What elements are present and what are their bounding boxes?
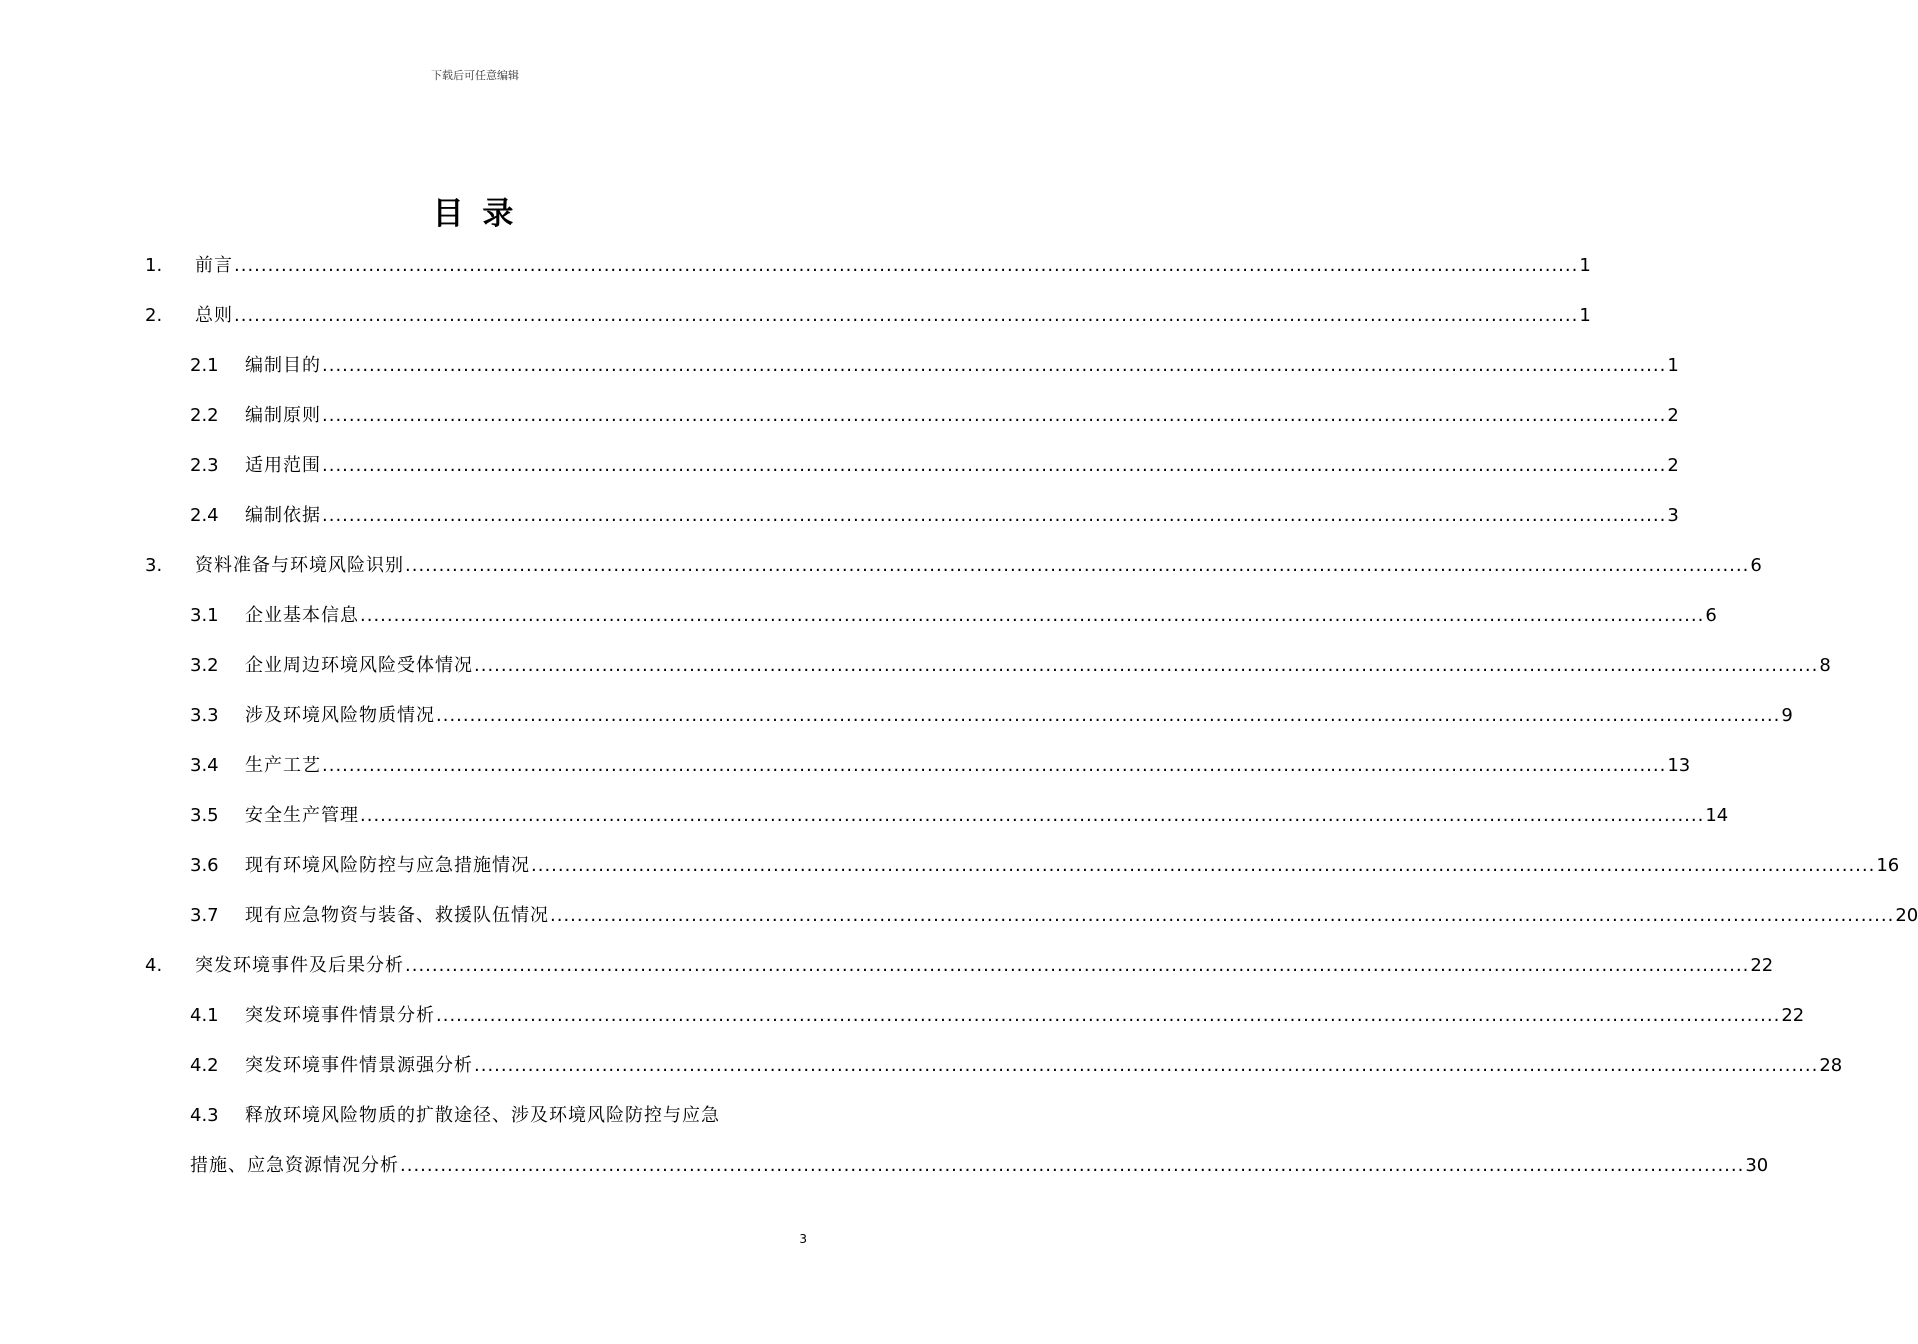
toc-entry[interactable] xyxy=(0,841,1900,891)
toc-entry[interactable] xyxy=(0,441,1679,491)
toc-entry-number: 2. xyxy=(145,305,163,326)
dot-leader: ........................................................................................................................................................................................................ xyxy=(322,755,1667,776)
toc-entry[interactable] xyxy=(0,941,1774,991)
toc-entry-page: 1 xyxy=(1667,355,1679,376)
toc-entry[interactable] xyxy=(0,291,1591,341)
dot-leader: ........................................................................................................................................................................................................ xyxy=(405,555,1750,576)
toc-entry-label: 安全生产管理 xyxy=(245,805,359,826)
toc-entry-page: 22 xyxy=(1781,1005,1805,1026)
toc-entry-label: 编制依据 xyxy=(245,505,321,526)
toc-title: 目 录 xyxy=(432,196,518,232)
dot-leader: ........................................................................................................................................................................................................ xyxy=(322,455,1667,476)
toc-entry-number: 3.7 xyxy=(190,905,219,926)
toc-entry[interactable] xyxy=(0,1041,1843,1091)
toc-entry-page: 2 xyxy=(1667,455,1679,476)
dot-leader: ........................................................................................................................................................................................................ xyxy=(360,805,1705,826)
toc-entry-page: 16 xyxy=(1876,855,1900,876)
toc-entry-number: 3.5 xyxy=(190,805,219,826)
toc-entry-number: 1. xyxy=(145,255,163,276)
toc-entry-number: 4.2 xyxy=(190,1055,219,1076)
toc-entry-label: 编制目的 xyxy=(245,355,321,376)
dot-leader: ........................................................................................................................................................................................................ xyxy=(531,855,1876,876)
toc-entry-page: 3 xyxy=(1667,505,1679,526)
toc-entry[interactable] xyxy=(0,491,1679,541)
dot-leader: ........................................................................................................................................................................................................ xyxy=(436,705,1781,726)
toc-entry-page: 22 xyxy=(1750,955,1774,976)
toc-entry-number: 4. xyxy=(145,955,163,976)
toc-entry[interactable] xyxy=(0,691,1793,741)
table-of-contents xyxy=(0,241,1918,1191)
dot-leader: ........................................................................................................................................................................................................ xyxy=(400,1155,1745,1176)
dot-leader: ........................................................................................................................................................................................................ xyxy=(234,255,1579,276)
toc-entry-label: 企业周边环境风险受体情况 xyxy=(245,655,473,676)
toc-entry-number: 4.3 xyxy=(190,1105,219,1126)
toc-entry-label: 资料准备与环境风险识别 xyxy=(195,555,404,576)
toc-entry-number: 2.4 xyxy=(190,505,219,526)
toc-entry-page: 30 xyxy=(1745,1155,1769,1176)
toc-entry-label: 现有应急物资与装备、救援队伍情况 xyxy=(245,905,549,926)
toc-entry-label: 生产工艺 xyxy=(245,755,321,776)
toc-entry-page: 6 xyxy=(1705,605,1717,626)
toc-entry-page: 1 xyxy=(1579,305,1591,326)
page-number: 3 xyxy=(799,1232,807,1246)
toc-entry[interactable] xyxy=(0,1091,1769,1191)
toc-entry-label: 编制原则 xyxy=(245,405,321,426)
dot-leader: ........................................................................................................................................................................................................ xyxy=(322,405,1667,426)
dot-leader: ........................................................................................................................................................................................................ xyxy=(550,905,1895,926)
toc-entry-page: 13 xyxy=(1667,755,1691,776)
toc-entry-number: 4.1 xyxy=(190,1005,219,1026)
toc-entry-label: 前言 xyxy=(195,255,233,276)
toc-entry-label: 适用范围 xyxy=(245,455,321,476)
dot-leader: ........................................................................................................................................................................................................ xyxy=(436,1005,1781,1026)
dot-leader: ........................................................................................................................................................................................................ xyxy=(234,305,1579,326)
toc-entry[interactable] xyxy=(0,391,1679,441)
dot-leader: ........................................................................................................................................................................................................ xyxy=(405,955,1750,976)
toc-entry-number: 3. xyxy=(145,555,163,576)
dot-leader: ........................................................................................................................................................................................................ xyxy=(322,355,1667,376)
toc-entry-label: 突发环境事件及后果分析 xyxy=(195,955,404,976)
toc-entry-number: 3.2 xyxy=(190,655,219,676)
dot-leader: ........................................................................................................................................................................................................ xyxy=(360,605,1705,626)
toc-entry-number: 2.3 xyxy=(190,455,219,476)
toc-entry[interactable] xyxy=(0,241,1591,291)
toc-entry-label-line1: 释放环境风险物质的扩散途径、涉及环境风险防控与应急 xyxy=(245,1105,720,1126)
toc-entry-number: 2.2 xyxy=(190,405,219,426)
toc-entry[interactable] xyxy=(0,791,1729,841)
dot-leader: ........................................................................................................................................................................................................ xyxy=(474,1055,1819,1076)
toc-entry[interactable] xyxy=(0,341,1679,391)
page-header: 下载后可任意编辑 xyxy=(431,69,519,82)
toc-entry[interactable] xyxy=(0,641,1831,691)
toc-entry[interactable] xyxy=(0,541,1762,591)
dot-leader: ........................................................................................................................................................................................................ xyxy=(322,505,1667,526)
toc-entry-number: 3.6 xyxy=(190,855,219,876)
toc-entry-page: 1 xyxy=(1579,255,1591,276)
toc-entry-label: 突发环境事件情景分析 xyxy=(245,1005,435,1026)
toc-entry-page: 8 xyxy=(1819,655,1831,676)
toc-entry-label: 现有环境风险防控与应急措施情况 xyxy=(245,855,530,876)
toc-entry-number: 2.1 xyxy=(190,355,219,376)
toc-entry-page: 9 xyxy=(1781,705,1793,726)
toc-entry-label: 涉及环境风险物质情况 xyxy=(245,705,435,726)
dot-leader: ........................................................................................................................................................................................................ xyxy=(474,655,1819,676)
toc-entry-number: 3.3 xyxy=(190,705,219,726)
toc-entry-page: 20 xyxy=(1895,905,1918,926)
toc-entry[interactable] xyxy=(0,741,1691,791)
toc-entry-number: 3.1 xyxy=(190,605,219,626)
toc-entry-label: 突发环境事件情景源强分析 xyxy=(245,1055,473,1076)
toc-entry-label-line2: 措施、应急资源情况分析 xyxy=(190,1155,399,1176)
toc-entry-page: 14 xyxy=(1705,805,1729,826)
toc-entry-page: 2 xyxy=(1667,405,1679,426)
toc-entry[interactable] xyxy=(0,991,1805,1041)
toc-entry[interactable] xyxy=(0,891,1918,941)
toc-entry-page: 28 xyxy=(1819,1055,1843,1076)
toc-entry[interactable] xyxy=(0,591,1717,641)
toc-entry-label: 企业基本信息 xyxy=(245,605,359,626)
toc-entry-page: 6 xyxy=(1750,555,1762,576)
toc-entry-number: 3.4 xyxy=(190,755,219,776)
toc-entry-label: 总则 xyxy=(195,305,233,326)
